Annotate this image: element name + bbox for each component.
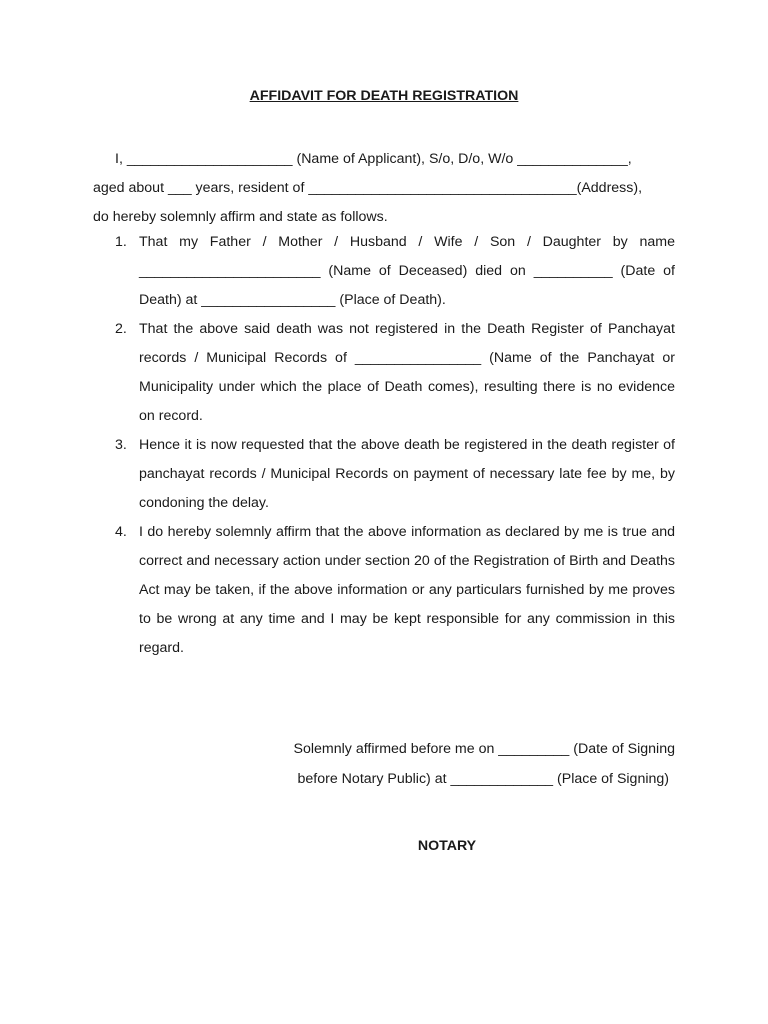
affirmation-block bbox=[200, 735, 675, 794]
affirmation-line-1: Solemnly affirmed before me on _________ (Date of Signing bbox=[293, 741, 675, 757]
list-item-number: 2. bbox=[115, 321, 127, 337]
statement-list bbox=[93, 228, 675, 663]
list-item bbox=[93, 431, 675, 518]
document-title: AFFIDAVIT FOR DEATH REGISTRATION bbox=[249, 88, 519, 104]
list-item bbox=[93, 228, 675, 315]
list-item-text: I do hereby solemnly affirm that the above information as declared by me is true and correct and necessary action under section 20 of the Registration of Birth and Deaths Act may be taken, if the above information or any particulars furnished by me proves to be wrong at any time and I may be kept responsible for any commission in this regard. bbox=[139, 524, 675, 656]
list-item-text: Hence it is now requested that the above death be registered in the death register of panchayat records / Municipal Records on payment of necessary late fee by me, by condoning the delay. bbox=[139, 437, 675, 511]
intro-paragraph bbox=[93, 145, 675, 233]
list-item-text: That my Father / Mother / Husband / Wife / Son / Daughter by name _______________________ (Name of Deceased) died on __________ (Date of Death) at _________________ (Place of Death). bbox=[139, 234, 675, 308]
list-item-text: That the above said death was not registered in the Death Register of Panchayat records / Municipal Records of ________________ (Name of the Panchayat or Municipality under which the place of Death comes), resulting there is no evidence on record. bbox=[139, 321, 675, 424]
list-item-number: 1. bbox=[115, 234, 127, 250]
affirmation-line-2: before Notary Public) at _____________ (Place of Signing) bbox=[297, 770, 669, 787]
intro-line-3: do hereby solemnly affirm and state as follows. bbox=[93, 209, 388, 226]
list-item bbox=[93, 315, 675, 431]
list-item-number: 4. bbox=[115, 524, 127, 540]
list-item bbox=[93, 518, 675, 663]
intro-line-1: I, _____________________ (Name of Applicant), S/o, D/o, W/o ______________, bbox=[115, 151, 632, 167]
notary-label: NOTARY bbox=[417, 838, 477, 854]
list-item-number: 3. bbox=[115, 437, 127, 453]
intro-line-2: aged about ___ years, resident of __________________________________(Address), bbox=[93, 180, 643, 197]
